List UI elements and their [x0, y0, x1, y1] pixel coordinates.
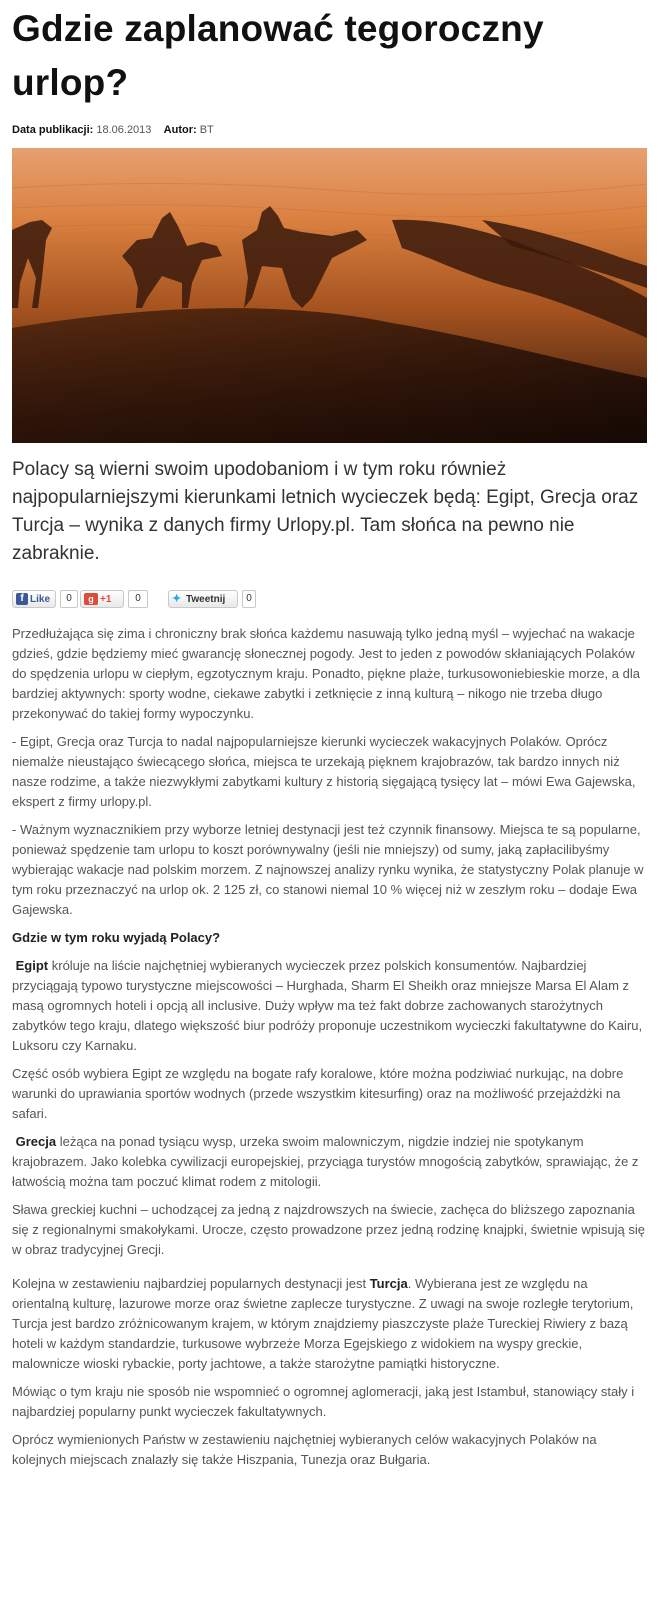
article-body — [12, 624, 648, 1478]
paragraph-egypt — [12, 956, 648, 1056]
date-label: Data publikacji: — [12, 124, 94, 136]
article-meta — [12, 124, 214, 136]
paragraph-1: Przedłużająca się zima i chroniczny brak słońca każdemu nasuwają tylko jedną myśl – wyjechać na wakacje gdzieś, gdzie będziemy mieć gwarancję słonecznej pogody. Jest to jeden z powodów skłaniających Polaków do spędzenia urlopu w ciepłym, egzotycznym kraju. Ponadto, piękne plaże, turkusowoniebieskie morze, a dla bardziej aktywnych: sporty wodne, ciekawe zabytki i zetknięcie z inną kulturą – nikogo nie trzeba długo przekonywać do takiej formy wypoczynku. — [12, 626, 640, 721]
hero-image — [12, 148, 647, 443]
google-plus-icon: g — [84, 593, 98, 605]
author-value: BT — [199, 124, 214, 136]
greece-keyword: Grecja — [15, 1134, 57, 1149]
author-label: Autor: — [163, 124, 197, 136]
turkey-text: . Wybierana jest ze względu na orientalną kulturę, lazurowe morze oraz świetne zaplecze turystyczne. Z uwagi na swoje rozległe terytorium, Turcja jest bardzo zróżnicowanym krajem, w którym znajdziemy piaszczyste plaże Tureckiej Riwiery z bazą hoteli w każdym standardzie, turkusowe wybrzeże Morza Egejskiego z widokiem na wyspy greckie, malownicze wioski rybackie, porty jachtowe, a także starożytne pamiątki historyczne. — [12, 1276, 634, 1371]
paragraph-9: Mówiąc o tym kraju nie sposób nie wspomnieć o ogromnej aglomeracji, jaką jest Istambuł, stanowiący stały i najbardziej popularny punkt wycieczek fakultatywnych. — [12, 1384, 635, 1419]
facebook-icon: f — [16, 593, 28, 605]
paragraph-3: - Ważnym wyznacznikiem przy wyborze letniej destynacji jest też czynnik finansowy. Miejsca te są popularne, ponieważ spędzenie tam urlopu to koszt porównywalny (jeśli nie mniejszy) od sumy, jaką zapłacilibyśmy wybierając wakacje nad polskim morzem. Z najnowszej analizy rynku wynika, że statystyczny Polak planuje w tym roku przeznaczyć na urlop ok. 2 125 zł, co stanowi niemal 10 % więcej niż w zeszłym roku – dodaje Ewa Gajewska. — [12, 822, 644, 917]
tweet-label: Tweetnij — [186, 594, 226, 605]
paragraph-2: - Egipt, Grecja oraz Turcja to nadal najpopularniejsze kierunki wycieczek wakacyjnych Polaków. Oprócz niemalże nieustająco świecącego słońca, miejsca te urzekają pięknem krajobrazów, tak bardzo innych niż nasze rodzime, a także niezwykłymi zabytkami kultury z historią sięgającą tysięcy lat – mówi Ewa Gajewska, ekspert z firmy urlopy.pl. — [12, 734, 636, 809]
paragraph-10: Oprócz wymienionych Państw w zestawieniu najchętniej wybieranych celów wakacyjnych Polaków na kolejnych miejscach znalazły się także Hiszpania, Tunezja oraz Bułgaria. — [12, 1432, 597, 1467]
paragraph-7: Sława greckiej kuchni – uchodzącej za jedną z najzdrowszych na świecie, zachęca do bliższego zapoznania się z regionalnymi smakołykami. Urocze, często prowadzone przez jedną rodzinę knajpki, świetnie wpisują się w obraz tradycyjnej Grecji. — [12, 1202, 645, 1257]
google-plus-label: +1 — [100, 594, 112, 605]
egypt-keyword: Egipt — [15, 958, 49, 973]
paragraph-5: Część osób wybiera Egipt ze względu na bogate rafy koralowe, które można podziwiać nurkując, na dobre warunki do uprawiania sportów wodnych (przede wszystkim kitesurfing) oraz na możliwość przejażdżki na safari. — [12, 1066, 624, 1121]
facebook-like-count: 0 — [60, 590, 78, 608]
paragraph-turkey — [12, 1274, 648, 1374]
desert-photo — [12, 148, 647, 443]
turkey-keyword: Turcja — [369, 1276, 408, 1291]
egypt-text: króluje na liście najchętniej wybieranych wycieczek przez polskich konsumentów. Najbardziej przyciągają typowo turystyczne miejscowości – Hurghada, Sharm El Sheikh oraz mniejsze Marsa El Alam z masą ogromnych hoteli i opcją all inclusive. Duży wpływ ma też fakt dobrze zachowanych starożytnych zabytków tego kraju, dlatego większość biur podróży proponuje uczestnikom wycieczki fakultatywne do Kairu, Luksoru czy Karnaku. — [12, 958, 643, 1053]
twitter-bird-icon: ✦ — [172, 593, 182, 606]
social-share-bar — [12, 590, 312, 610]
date-value: 18.06.2013 — [96, 124, 152, 136]
facebook-like-button[interactable] — [12, 590, 56, 608]
section-subheading: Gdzie w tym roku wyjadą Polacy? — [12, 930, 221, 945]
google-plus-count: 0 — [128, 590, 148, 608]
greece-text: leżąca na ponad tysiącu wysp, urzeka swoim malowniczym, nigdzie indziej nie spotykanym krajobrazem. Jako kolebka cywilizacji europejskiej, przyciąga turystów mnogością zabytków, sprawiając, że z łatwością można tam poczuć klimat rodem z mitologii. — [12, 1134, 639, 1189]
article-title: Gdzie zaplanować tegoroczny urlop? — [12, 8, 544, 103]
turkey-intro: Kolejna w zestawieniu najbardziej popularnych destynacji jest — [12, 1276, 370, 1291]
tweet-count: 0 — [242, 590, 256, 608]
google-plus-button[interactable] — [80, 590, 124, 608]
article-lead: Polacy są wierni swoim upodobaniom i w tym roku również najpopularniejszymi kierunkami letnich wycieczek będą: Egipt, Grecja oraz Turcja – wynika z danych firmy Urlopy.pl. Tam słońca na pewno nie zabraknie. — [12, 459, 639, 564]
paragraph-greece — [12, 1132, 648, 1192]
tweet-button[interactable] — [168, 590, 238, 608]
facebook-like-label: Like — [30, 594, 51, 605]
